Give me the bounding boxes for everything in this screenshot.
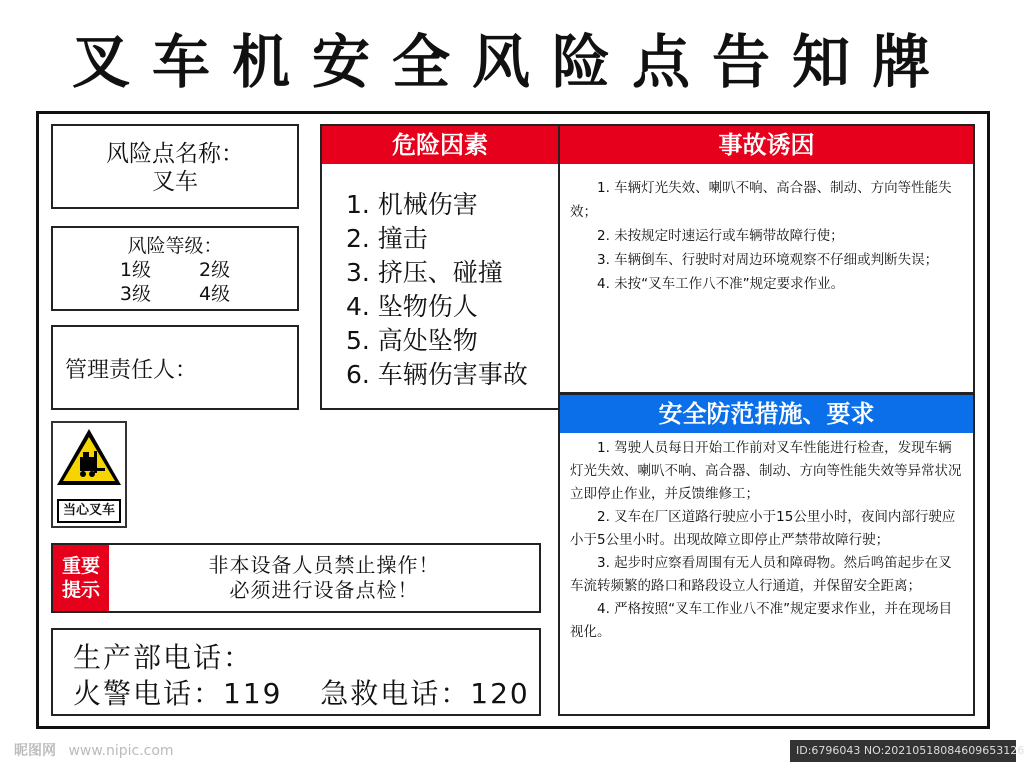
causes-box — [558, 124, 975, 394]
notice-box — [51, 543, 541, 613]
image-id-bar: ID:6796043 NO:20210518084609653126 — [790, 740, 1016, 762]
notice-tag-line-1: 重要 — [61, 555, 100, 577]
measure-item: 1. 驾驶人员每日开始工作前对叉车性能进行检查，发现车辆灯光失效、喇叭不响、高合器、制动、方向等性能失效等异常状况立即停止作业，并反馈维修工； — [570, 440, 962, 502]
hazard-item: 4. 坠物伤人 — [346, 292, 478, 321]
measures-header: 安全防范措施、要求 — [560, 395, 973, 433]
notice-tag-line-2: 提示 — [61, 579, 100, 601]
hazards-header: 危险因素 — [322, 126, 558, 164]
cause-item: 3. 车辆倒车、行驶时对周边环境观察不仔细或判断失误； — [597, 252, 939, 268]
cause-item: 1. 车辆灯光失效、喇叭不响、高合器、制动、方向等性能失效； — [570, 180, 952, 220]
aid-phone-number: 120 — [470, 677, 530, 710]
notice-tag — [53, 545, 109, 611]
notice-text — [109, 553, 539, 603]
measures-box — [558, 393, 975, 716]
risk-point-label: 风险点名称： — [106, 141, 244, 167]
forklift-warning-icon — [53, 425, 125, 495]
warning-sign-label — [57, 499, 121, 523]
hazard-item: 5. 高处坠物 — [346, 326, 478, 355]
cause-item: 2. 未按规定时速运行或车辆带故障行使； — [597, 228, 844, 244]
production-phone-label: 生产部电话： — [73, 641, 254, 674]
manager-label: 管理责任人： — [65, 358, 198, 383]
risk-level-4: 4级 — [199, 283, 231, 305]
warning-sign-text: 当心叉车 — [62, 503, 115, 518]
notice-line-2: 必须进行设备点检！ — [229, 578, 419, 602]
measure-item: 4. 严格按照“叉车工作业八不准”规定要求作业，并在现场目视化。 — [570, 601, 953, 640]
measures-list — [560, 433, 973, 644]
measure-item: 3. 起步时应察看周围有无人员和障碍物。然后鸣笛起步在叉车流转频繁的路口和路段设立人行通道，并保留安全距离； — [570, 555, 952, 594]
watermark-site: www.nipic.com — [68, 743, 174, 759]
hazards-box — [320, 124, 560, 410]
aid-phone-label: 急救电话： — [320, 677, 471, 710]
cause-item: 4. 未按“叉车工作八不准”规定要求作业。 — [597, 276, 845, 292]
warning-sign — [51, 421, 127, 528]
risk-level-1: 1级 — [119, 259, 151, 281]
fire-phone-label: 火警电话： — [73, 677, 224, 710]
hazards-list — [322, 164, 558, 392]
hazard-item: 1. 机械伤害 — [346, 190, 478, 219]
causes-header: 事故诱因 — [560, 126, 973, 164]
risk-level-label: 风险等级： — [127, 235, 223, 257]
risk-point-value: 叉车 — [152, 169, 198, 195]
hazard-item: 3. 挤压、碰撞 — [346, 258, 503, 287]
watermark-logo: 昵图网 — [14, 743, 56, 759]
risk-point-box — [51, 124, 299, 209]
phone-box — [51, 628, 541, 716]
risk-level-3: 3级 — [119, 283, 151, 305]
risk-level-box — [51, 226, 299, 311]
measure-item: 2. 叉车在厂区道路行驶应小于15公里小时，夜间内部行驶应小于5公里小时。出现故障立即停止严禁带故障行驶； — [570, 509, 956, 548]
hazard-item: 2. 撞击 — [346, 224, 428, 253]
notice-line-1: 非本设备人员禁止操作！ — [208, 553, 440, 577]
fire-phone-number: 119 — [223, 677, 283, 710]
risk-level-2: 2级 — [199, 259, 231, 281]
causes-list — [560, 164, 973, 296]
watermark — [14, 740, 174, 760]
manager-box — [51, 325, 299, 410]
hazard-item: 6. 车辆伤害事故 — [346, 360, 528, 389]
page-title: 叉车机安全风险点告知牌 — [71, 28, 952, 96]
